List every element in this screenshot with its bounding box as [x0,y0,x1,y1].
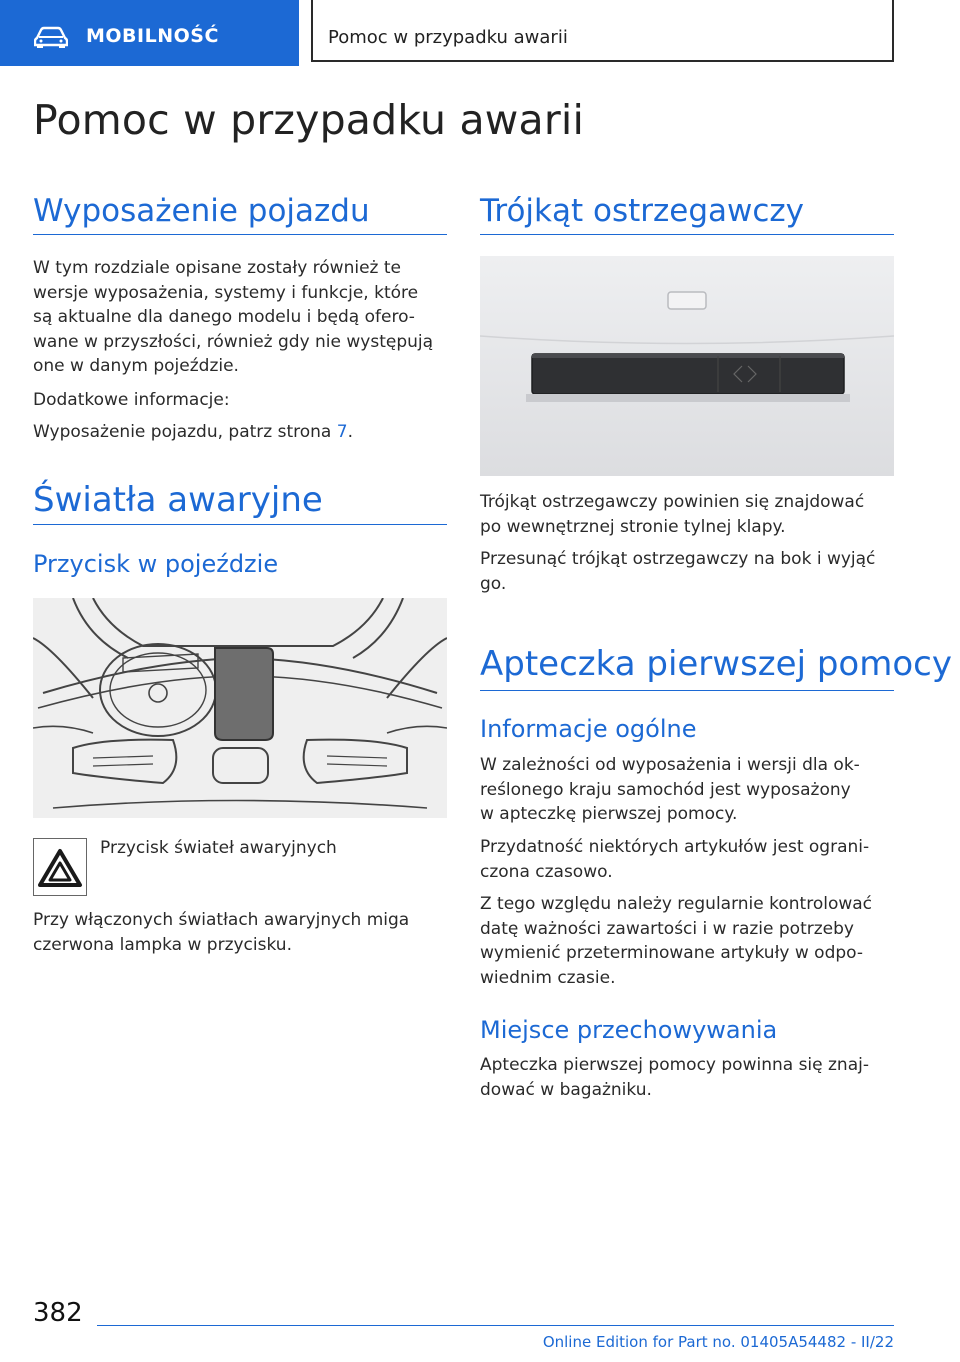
heading-equipment: Wyposażenie pojazdu [33,193,370,229]
page-tab[interactable] [311,0,894,62]
footer-edition: Online Edition for Part no. 01405A54482 - II/22 [542,1333,894,1351]
triangle-para1: Trójkąt ostrzegawczy powinien się znajdować po wewnętrznej stronie tylnej klapy. [480,492,865,537]
rule-hazard [33,524,447,525]
section-label: MOBILNOŚĆ [86,25,219,47]
triangle-para2: Przesunąć trójkąt ostrzegawczy na bok i wyjąć go. [480,549,876,594]
hazard-icon-caption: Przycisk świateł awaryjnych [100,838,337,858]
subheading-general-info: Informacje ogólne [480,715,697,743]
hazard-para: Przy włączonych światłach awaryjnych miga czerwona lampka w przycisku. [33,910,410,955]
equipment-para3: Wyposażenie pojazdu, patrz strona 7. [33,422,353,442]
rule-triangle [480,234,894,235]
firstaid-para1: W zależności od wyposażenia i wersji dla ok- reślonego kraju samochód jest wyposażony w apteczkę pierwszej pomocy. [480,755,860,825]
cockpit-illustration [33,598,447,818]
page-title: Pomoc w przypadku awarii [33,96,585,144]
heading-triangle: Trójkąt ostrzegawczy [480,193,805,229]
heading-firstaid: Apteczka pierwszej pomocy [480,644,952,684]
rule-equipment [33,234,447,235]
car-icon [34,26,68,48]
hazard-triangle-icon [34,839,86,895]
page-number: 382 [33,1298,83,1328]
firstaid-para3: Z tego względu należy regularnie kontrolować datę ważności zawartości i w razie potrzeby wymienić przeterminowane artykuły w odpo- wiednim czasie. [480,894,873,988]
page-link[interactable]: 7 [336,422,348,442]
equipment-para1: W tym rozdziale opisane zostały również te wersje wyposażenia, systemy i funkcje, które są aktualne dla danego modelu i będą ofero- wane w przyszłości, również gdy nie występują one w danym pojeździe. [33,258,434,377]
subheading-storage: Miejsce przechowywania [480,1016,778,1044]
firstaid-para2: Przydatność niektórych artykułów jest ograni- czona czasowo. [480,837,870,882]
firstaid-para4: Apteczka pierwszej pomocy powinna się znaj- dować w bagażniku. [480,1055,869,1100]
rule-firstaid [480,690,894,691]
heading-hazard: Światła awaryjne [33,480,323,520]
page-tab-label: Pomoc w przypadku awarii [328,27,568,48]
subheading-hazard: Przycisk w pojeździe [33,550,279,578]
section-tab[interactable] [0,0,299,66]
equipment-para2: Dodatkowe informacje: [33,390,230,410]
warning-triangle-photo [480,256,894,476]
footer-rule [97,1325,894,1326]
hazard-triangle-icon-box [33,838,87,896]
